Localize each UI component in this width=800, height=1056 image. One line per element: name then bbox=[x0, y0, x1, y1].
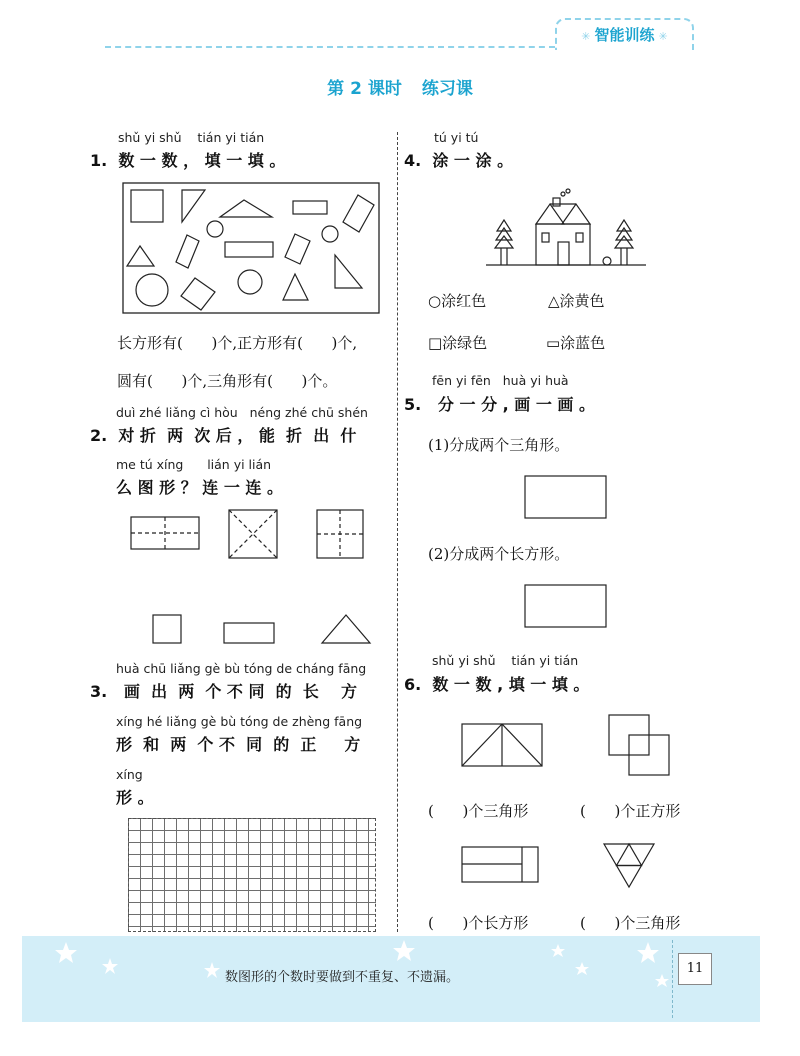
q6-pinyin: shǔ yi shǔ tián yi tián bbox=[432, 653, 579, 668]
q3-pinyin-2: xíng hé liǎng gè bù tóng de zhèng fāng bbox=[116, 714, 363, 729]
q1-shapes-figure bbox=[122, 182, 380, 314]
q6-blank-triangles-2: ( )个三角形 bbox=[580, 914, 681, 932]
q6-squares-figure bbox=[605, 712, 675, 778]
page-title bbox=[0, 74, 800, 99]
q5-part-1: (1)分成两个三角形。 bbox=[428, 436, 570, 454]
page-number: 11 bbox=[678, 953, 712, 985]
q5-rectangle-1[interactable] bbox=[524, 475, 608, 521]
q3-label-1: 3. 画 出 两 个 不 同 的 长 方 bbox=[90, 682, 358, 701]
q6-label: 6. 数 一 数 , 填 一 填 。 bbox=[404, 675, 590, 694]
q5-label: 5. 分 一 分 , 画 一 画 。 bbox=[404, 395, 595, 414]
q6-triangle-figure bbox=[600, 840, 660, 892]
tip-banner bbox=[22, 936, 760, 1022]
q6-triangles-figure bbox=[458, 710, 548, 772]
q6-blank-squares: ( )个正方形 bbox=[580, 802, 681, 820]
q1-pinyin: shǔ yi shǔ tián yi tián bbox=[118, 130, 265, 145]
q1-label: 1. 数 一 数 ， 填 一 填 。 bbox=[90, 151, 286, 170]
q4-pinyin: tú yi tú bbox=[434, 130, 479, 145]
q4-label: 4. 涂 一 涂 。 bbox=[404, 151, 514, 170]
q6-blank-rectangles: ( )个长方形 bbox=[428, 914, 529, 932]
section-tag-label: 智能训练 bbox=[594, 26, 655, 44]
q4-legend-triangle: △涂黄色 bbox=[548, 292, 605, 310]
q3-drawing-grid[interactable] bbox=[128, 818, 376, 932]
q1-answer-line-1: 长方形有( )个,正方形有( )个, bbox=[117, 334, 358, 352]
lesson-number: 第 2 课时 bbox=[327, 79, 402, 99]
q2-pinyin-1: duì zhé liǎng cì hòu néng zhé chū shén bbox=[116, 405, 368, 420]
q2-label-2: 么 图 形 ？ 连 一 连 。 bbox=[116, 478, 283, 497]
q1-answer-line-2: 圆有( )个,三角形有( )个。 bbox=[117, 372, 338, 390]
q4-house-figure[interactable] bbox=[484, 188, 649, 270]
q3-label-2: 形 和 两 个 不 同 的 正 方 bbox=[116, 735, 361, 754]
q4-legend-circle: ○涂红色 bbox=[428, 292, 487, 310]
header-dashed-line bbox=[105, 46, 555, 48]
q2-pinyin-2: me tú xíng lián yi lián bbox=[116, 457, 272, 472]
q3-pinyin-1: huà chū liǎng gè bù tóng de cháng fāng bbox=[116, 661, 367, 676]
q5-pinyin: fēn yi fēn huà yi huà bbox=[432, 373, 569, 388]
footer-separator bbox=[672, 940, 673, 1018]
q4-legend-rectangle: ▭涂蓝色 bbox=[546, 334, 606, 352]
q6-blank-triangles-1: ( )个三角形 bbox=[428, 802, 529, 820]
lesson-topic: 练习课 bbox=[421, 79, 473, 99]
q2-folding-figure bbox=[125, 505, 385, 650]
tip-text: 数图形的个数时要做到不重复、不遗漏。 bbox=[224, 970, 459, 985]
q4-legend-square: □涂绿色 bbox=[428, 334, 488, 352]
q6-rectangles-figure bbox=[458, 843, 542, 885]
q5-rectangle-2[interactable] bbox=[524, 584, 608, 630]
q3-pinyin-3: xíng bbox=[116, 767, 143, 782]
section-tag: ✳ 智能训练 ✳ bbox=[555, 18, 694, 50]
column-divider bbox=[397, 132, 398, 932]
q3-label-3: 形 。 bbox=[116, 788, 154, 807]
q5-part-2: (2)分成两个长方形。 bbox=[428, 545, 570, 563]
q2-label-1: 2. 对 折 两 次 后 ， 能 折 出 什 bbox=[90, 426, 357, 445]
